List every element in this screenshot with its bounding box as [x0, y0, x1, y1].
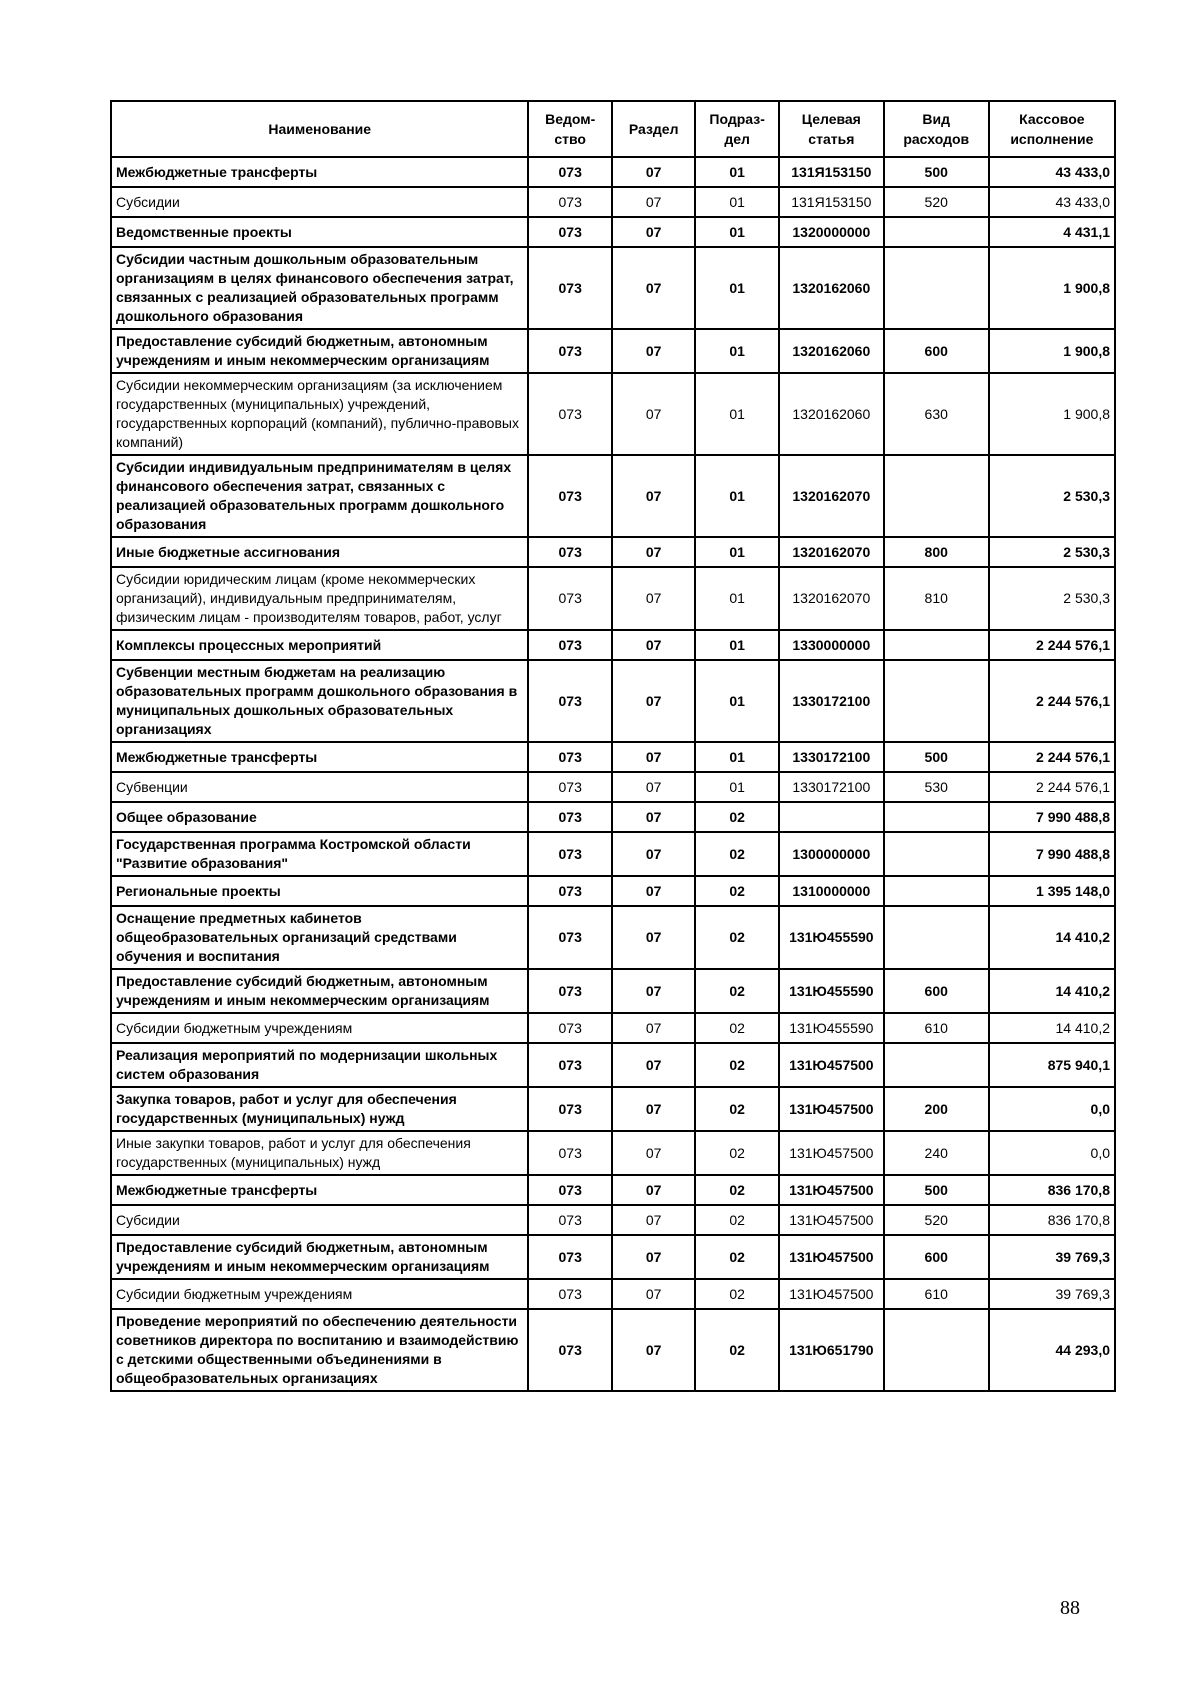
cell-kassovoe-ispolnenie: 1 395 148,0	[989, 876, 1115, 906]
cell-podrazdel: 01	[695, 660, 778, 742]
cell-razdel: 07	[612, 157, 695, 187]
cell-podrazdel: 01	[695, 217, 778, 247]
cell-celevaya-statya: 1320162060	[779, 373, 884, 455]
cell-razdel: 07	[612, 1131, 695, 1175]
cell-vedomstvo: 073	[528, 1043, 611, 1087]
cell-kassovoe-ispolnenie: 43 433,0	[989, 187, 1115, 217]
cell-kassovoe-ispolnenie: 44 293,0	[989, 1309, 1115, 1391]
cell-vedomstvo: 073	[528, 329, 611, 373]
header-name: Наименование	[111, 101, 528, 157]
cell-podrazdel: 01	[695, 537, 778, 567]
table-row	[111, 1175, 1115, 1205]
cell-name: Субсидии	[111, 1205, 528, 1235]
cell-razdel: 07	[612, 1309, 695, 1391]
cell-razdel: 07	[612, 742, 695, 772]
cell-razdel: 07	[612, 373, 695, 455]
cell-celevaya-statya: 1320162070	[779, 567, 884, 630]
cell-name: Государственная программа Костромской области "Развитие образования"	[111, 832, 528, 876]
cell-kassovoe-ispolnenie: 43 433,0	[989, 157, 1115, 187]
cell-podrazdel: 02	[695, 1205, 778, 1235]
cell-vedomstvo: 073	[528, 1013, 611, 1043]
cell-razdel: 07	[612, 876, 695, 906]
cell-kassovoe-ispolnenie: 39 769,3	[989, 1235, 1115, 1279]
table-row	[111, 217, 1115, 247]
cell-vid-rashodov	[884, 832, 989, 876]
cell-vedomstvo: 073	[528, 1309, 611, 1391]
cell-razdel: 07	[612, 537, 695, 567]
cell-vedomstvo: 073	[528, 1131, 611, 1175]
cell-vid-rashodov	[884, 876, 989, 906]
cell-razdel: 07	[612, 1013, 695, 1043]
cell-razdel: 07	[612, 969, 695, 1013]
header-vedomstvo: Ведом- ство	[528, 101, 611, 157]
cell-vid-rashodov	[884, 630, 989, 660]
table-row	[111, 1235, 1115, 1279]
cell-razdel: 07	[612, 1279, 695, 1309]
cell-celevaya-statya: 131Я153150	[779, 187, 884, 217]
cell-name: Субсидии	[111, 187, 528, 217]
cell-celevaya-statya: 131Ю457500	[779, 1175, 884, 1205]
table-row	[111, 455, 1115, 537]
cell-razdel: 07	[612, 455, 695, 537]
cell-name: Субвенции местным бюджетам на реализацию образовательных программ дошкольного образования в муниципальных дошкольных образовательных организациях	[111, 660, 528, 742]
cell-podrazdel: 02	[695, 906, 778, 969]
cell-vedomstvo: 073	[528, 630, 611, 660]
cell-kassovoe-ispolnenie: 39 769,3	[989, 1279, 1115, 1309]
cell-name: Общее образование	[111, 802, 528, 832]
header-vid-rashodov: Вид расходов	[884, 101, 989, 157]
cell-celevaya-statya: 1320000000	[779, 217, 884, 247]
cell-podrazdel: 02	[695, 1175, 778, 1205]
cell-celevaya-statya: 131Ю457500	[779, 1043, 884, 1087]
table-header-row	[111, 101, 1115, 157]
cell-name: Межбюджетные трансферты	[111, 1175, 528, 1205]
cell-razdel: 07	[612, 567, 695, 630]
cell-name: Комплексы процессных мероприятий	[111, 630, 528, 660]
cell-vid-rashodov	[884, 1309, 989, 1391]
cell-kassovoe-ispolnenie: 7 990 488,8	[989, 832, 1115, 876]
cell-kassovoe-ispolnenie: 0,0	[989, 1131, 1115, 1175]
cell-kassovoe-ispolnenie: 14 410,2	[989, 906, 1115, 969]
cell-vid-rashodov: 610	[884, 1013, 989, 1043]
table-row	[111, 1043, 1115, 1087]
cell-celevaya-statya: 1320162070	[779, 537, 884, 567]
cell-razdel: 07	[612, 802, 695, 832]
cell-vedomstvo: 073	[528, 1205, 611, 1235]
cell-vid-rashodov: 800	[884, 537, 989, 567]
table-row	[111, 1013, 1115, 1043]
table-row	[111, 969, 1115, 1013]
cell-name: Иные закупки товаров, работ и услуг для обеспечения государственных (муниципальных) нужд	[111, 1131, 528, 1175]
cell-razdel: 07	[612, 1205, 695, 1235]
cell-vid-rashodov: 600	[884, 329, 989, 373]
cell-kassovoe-ispolnenie: 14 410,2	[989, 1013, 1115, 1043]
cell-vid-rashodov: 630	[884, 373, 989, 455]
cell-celevaya-statya	[779, 802, 884, 832]
cell-kassovoe-ispolnenie: 7 990 488,8	[989, 802, 1115, 832]
cell-celevaya-statya: 131Ю457500	[779, 1235, 884, 1279]
cell-vedomstvo: 073	[528, 373, 611, 455]
cell-celevaya-statya: 1330000000	[779, 630, 884, 660]
cell-razdel: 07	[612, 660, 695, 742]
cell-kassovoe-ispolnenie: 2 530,3	[989, 455, 1115, 537]
cell-podrazdel: 02	[695, 1235, 778, 1279]
table-row	[111, 1309, 1115, 1391]
cell-vedomstvo: 073	[528, 537, 611, 567]
cell-vid-rashodov: 610	[884, 1279, 989, 1309]
cell-podrazdel: 01	[695, 772, 778, 802]
table-row	[111, 660, 1115, 742]
cell-celevaya-statya: 131Я153150	[779, 157, 884, 187]
cell-podrazdel: 02	[695, 1131, 778, 1175]
cell-vid-rashodov: 530	[884, 772, 989, 802]
table-row	[111, 1279, 1115, 1309]
cell-vedomstvo: 073	[528, 567, 611, 630]
cell-podrazdel: 02	[695, 1087, 778, 1131]
cell-name: Ведомственные проекты	[111, 217, 528, 247]
table-row	[111, 876, 1115, 906]
cell-name: Предоставление субсидий бюджетным, автономным учреждениям и иным некоммерческим организациям	[111, 969, 528, 1013]
cell-podrazdel: 02	[695, 1043, 778, 1087]
cell-vid-rashodov	[884, 660, 989, 742]
cell-vedomstvo: 073	[528, 217, 611, 247]
cell-celevaya-statya: 131Ю457500	[779, 1279, 884, 1309]
header-kassovoe-ispolnenie: Кассовое исполнение	[989, 101, 1115, 157]
cell-vid-rashodov: 520	[884, 187, 989, 217]
cell-razdel: 07	[612, 906, 695, 969]
cell-celevaya-statya: 131Ю651790	[779, 1309, 884, 1391]
cell-celevaya-statya: 1300000000	[779, 832, 884, 876]
cell-vedomstvo: 073	[528, 802, 611, 832]
cell-kassovoe-ispolnenie: 836 170,8	[989, 1175, 1115, 1205]
cell-celevaya-statya: 131Ю457500	[779, 1087, 884, 1131]
cell-podrazdel: 01	[695, 157, 778, 187]
table-row	[111, 247, 1115, 329]
cell-celevaya-statya: 131Ю455590	[779, 1013, 884, 1043]
header-podrazdel: Подраз- дел	[695, 101, 778, 157]
cell-podrazdel: 02	[695, 969, 778, 1013]
cell-kassovoe-ispolnenie: 2 244 576,1	[989, 742, 1115, 772]
cell-razdel: 07	[612, 217, 695, 247]
cell-kassovoe-ispolnenie: 2 244 576,1	[989, 630, 1115, 660]
cell-razdel: 07	[612, 1175, 695, 1205]
cell-kassovoe-ispolnenie: 1 900,8	[989, 373, 1115, 455]
cell-celevaya-statya: 1330172100	[779, 742, 884, 772]
cell-celevaya-statya: 1330172100	[779, 660, 884, 742]
cell-podrazdel: 02	[695, 876, 778, 906]
cell-name: Региональные проекты	[111, 876, 528, 906]
cell-name: Субсидии индивидуальным предпринимателям в целях финансового обеспечения затрат, связанных с реализацией образовательных программ дошкольного образования	[111, 455, 528, 537]
cell-vedomstvo: 073	[528, 772, 611, 802]
cell-vedomstvo: 073	[528, 187, 611, 217]
cell-vid-rashodov	[884, 247, 989, 329]
cell-podrazdel: 01	[695, 455, 778, 537]
header-razdel: Раздел	[612, 101, 695, 157]
table-row	[111, 630, 1115, 660]
cell-podrazdel: 01	[695, 329, 778, 373]
header-celevaya-statya: Целевая статья	[779, 101, 884, 157]
cell-podrazdel: 02	[695, 802, 778, 832]
table-row	[111, 742, 1115, 772]
cell-kassovoe-ispolnenie: 836 170,8	[989, 1205, 1115, 1235]
cell-kassovoe-ispolnenie: 2 530,3	[989, 537, 1115, 567]
cell-vid-rashodov	[884, 802, 989, 832]
cell-name: Предоставление субсидий бюджетным, автономным учреждениям и иным некоммерческим организациям	[111, 329, 528, 373]
cell-celevaya-statya: 1320162060	[779, 329, 884, 373]
cell-name: Оснащение предметных кабинетов общеобразовательных организаций средствами обучения и воспитания	[111, 906, 528, 969]
cell-vedomstvo: 073	[528, 1175, 611, 1205]
cell-podrazdel: 01	[695, 373, 778, 455]
table-row	[111, 157, 1115, 187]
cell-razdel: 07	[612, 1043, 695, 1087]
cell-kassovoe-ispolnenie: 1 900,8	[989, 329, 1115, 373]
cell-vid-rashodov: 520	[884, 1205, 989, 1235]
table-row	[111, 537, 1115, 567]
cell-vedomstvo: 073	[528, 247, 611, 329]
cell-vid-rashodov: 500	[884, 1175, 989, 1205]
cell-vid-rashodov: 600	[884, 969, 989, 1013]
cell-razdel: 07	[612, 772, 695, 802]
cell-kassovoe-ispolnenie: 2 530,3	[989, 567, 1115, 630]
cell-celevaya-statya: 1320162060	[779, 247, 884, 329]
table-row	[111, 187, 1115, 217]
cell-kassovoe-ispolnenie: 2 244 576,1	[989, 660, 1115, 742]
cell-podrazdel: 02	[695, 832, 778, 876]
budget-execution-table	[110, 100, 1116, 1392]
cell-celevaya-statya: 131Ю455590	[779, 969, 884, 1013]
table-row	[111, 567, 1115, 630]
cell-kassovoe-ispolnenie: 14 410,2	[989, 969, 1115, 1013]
cell-name: Субсидии некоммерческим организациям (за исключением государственных (муниципальных) учреждений, государственных корпораций (компаний), публично-правовых компаний)	[111, 373, 528, 455]
cell-name: Межбюджетные трансферты	[111, 157, 528, 187]
cell-name: Межбюджетные трансферты	[111, 742, 528, 772]
cell-podrazdel: 02	[695, 1309, 778, 1391]
cell-razdel: 07	[612, 1235, 695, 1279]
cell-vid-rashodov	[884, 217, 989, 247]
cell-podrazdel: 01	[695, 742, 778, 772]
cell-name: Иные бюджетные ассигнования	[111, 537, 528, 567]
cell-vid-rashodov: 600	[884, 1235, 989, 1279]
cell-celevaya-statya: 131Ю457500	[779, 1131, 884, 1175]
cell-razdel: 07	[612, 1087, 695, 1131]
cell-celevaya-statya: 1320162070	[779, 455, 884, 537]
table-row	[111, 772, 1115, 802]
cell-kassovoe-ispolnenie: 1 900,8	[989, 247, 1115, 329]
cell-name: Субсидии бюджетным учреждениям	[111, 1013, 528, 1043]
cell-vid-rashodov: 500	[884, 157, 989, 187]
cell-vedomstvo: 073	[528, 455, 611, 537]
table-row	[111, 906, 1115, 969]
cell-name: Закупка товаров, работ и услуг для обеспечения государственных (муниципальных) нужд	[111, 1087, 528, 1131]
cell-vid-rashodov	[884, 455, 989, 537]
cell-razdel: 07	[612, 247, 695, 329]
cell-vid-rashodov: 500	[884, 742, 989, 772]
cell-name: Субсидии бюджетным учреждениям	[111, 1279, 528, 1309]
cell-razdel: 07	[612, 630, 695, 660]
table-row	[111, 1087, 1115, 1131]
cell-podrazdel: 01	[695, 630, 778, 660]
cell-vedomstvo: 073	[528, 742, 611, 772]
table-row	[111, 802, 1115, 832]
cell-celevaya-statya: 131Ю457500	[779, 1205, 884, 1235]
table-row	[111, 373, 1115, 455]
table-body	[111, 157, 1115, 1391]
cell-name: Субсидии юридическим лицам (кроме некоммерческих организаций), индивидуальным предпринимателям, физическим лицам - производителям товаров, работ, услуг	[111, 567, 528, 630]
cell-podrazdel: 02	[695, 1279, 778, 1309]
cell-vedomstvo: 073	[528, 969, 611, 1013]
cell-vid-rashodov	[884, 906, 989, 969]
cell-vedomstvo: 073	[528, 1279, 611, 1309]
cell-razdel: 07	[612, 329, 695, 373]
cell-vedomstvo: 073	[528, 157, 611, 187]
cell-name: Предоставление субсидий бюджетным, автономным учреждениям и иным некоммерческим организациям	[111, 1235, 528, 1279]
cell-kassovoe-ispolnenie: 0,0	[989, 1087, 1115, 1131]
cell-celevaya-statya: 1330172100	[779, 772, 884, 802]
cell-vid-rashodov	[884, 1043, 989, 1087]
page-number: 88	[1060, 1597, 1080, 1619]
cell-podrazdel: 02	[695, 1013, 778, 1043]
cell-name: Субвенции	[111, 772, 528, 802]
table-row	[111, 1131, 1115, 1175]
cell-vedomstvo: 073	[528, 876, 611, 906]
table-row	[111, 1205, 1115, 1235]
cell-podrazdel: 01	[695, 567, 778, 630]
cell-vedomstvo: 073	[528, 832, 611, 876]
cell-razdel: 07	[612, 832, 695, 876]
cell-vid-rashodov: 200	[884, 1087, 989, 1131]
cell-vid-rashodov: 240	[884, 1131, 989, 1175]
cell-name: Реализация мероприятий по модернизации школьных систем образования	[111, 1043, 528, 1087]
cell-celevaya-statya: 131Ю455590	[779, 906, 884, 969]
cell-name: Проведение мероприятий по обеспечению деятельности советников директора по воспитанию и взаимодействию с детскими общественными объединениями в общеобразовательных организациях	[111, 1309, 528, 1391]
cell-podrazdel: 01	[695, 187, 778, 217]
cell-razdel: 07	[612, 187, 695, 217]
cell-vid-rashodov: 810	[884, 567, 989, 630]
cell-kassovoe-ispolnenie: 875 940,1	[989, 1043, 1115, 1087]
cell-vedomstvo: 073	[528, 660, 611, 742]
cell-name: Субсидии частным дошкольным образовательным организациям в целях финансового обеспечения затрат, связанных с реализацией образовательных программ дошкольного образования	[111, 247, 528, 329]
cell-vedomstvo: 073	[528, 1235, 611, 1279]
cell-celevaya-statya: 1310000000	[779, 876, 884, 906]
cell-podrazdel: 01	[695, 247, 778, 329]
cell-vedomstvo: 073	[528, 1087, 611, 1131]
cell-kassovoe-ispolnenie: 4 431,1	[989, 217, 1115, 247]
cell-kassovoe-ispolnenie: 2 244 576,1	[989, 772, 1115, 802]
table-row	[111, 832, 1115, 876]
table-row	[111, 329, 1115, 373]
cell-vedomstvo: 073	[528, 906, 611, 969]
